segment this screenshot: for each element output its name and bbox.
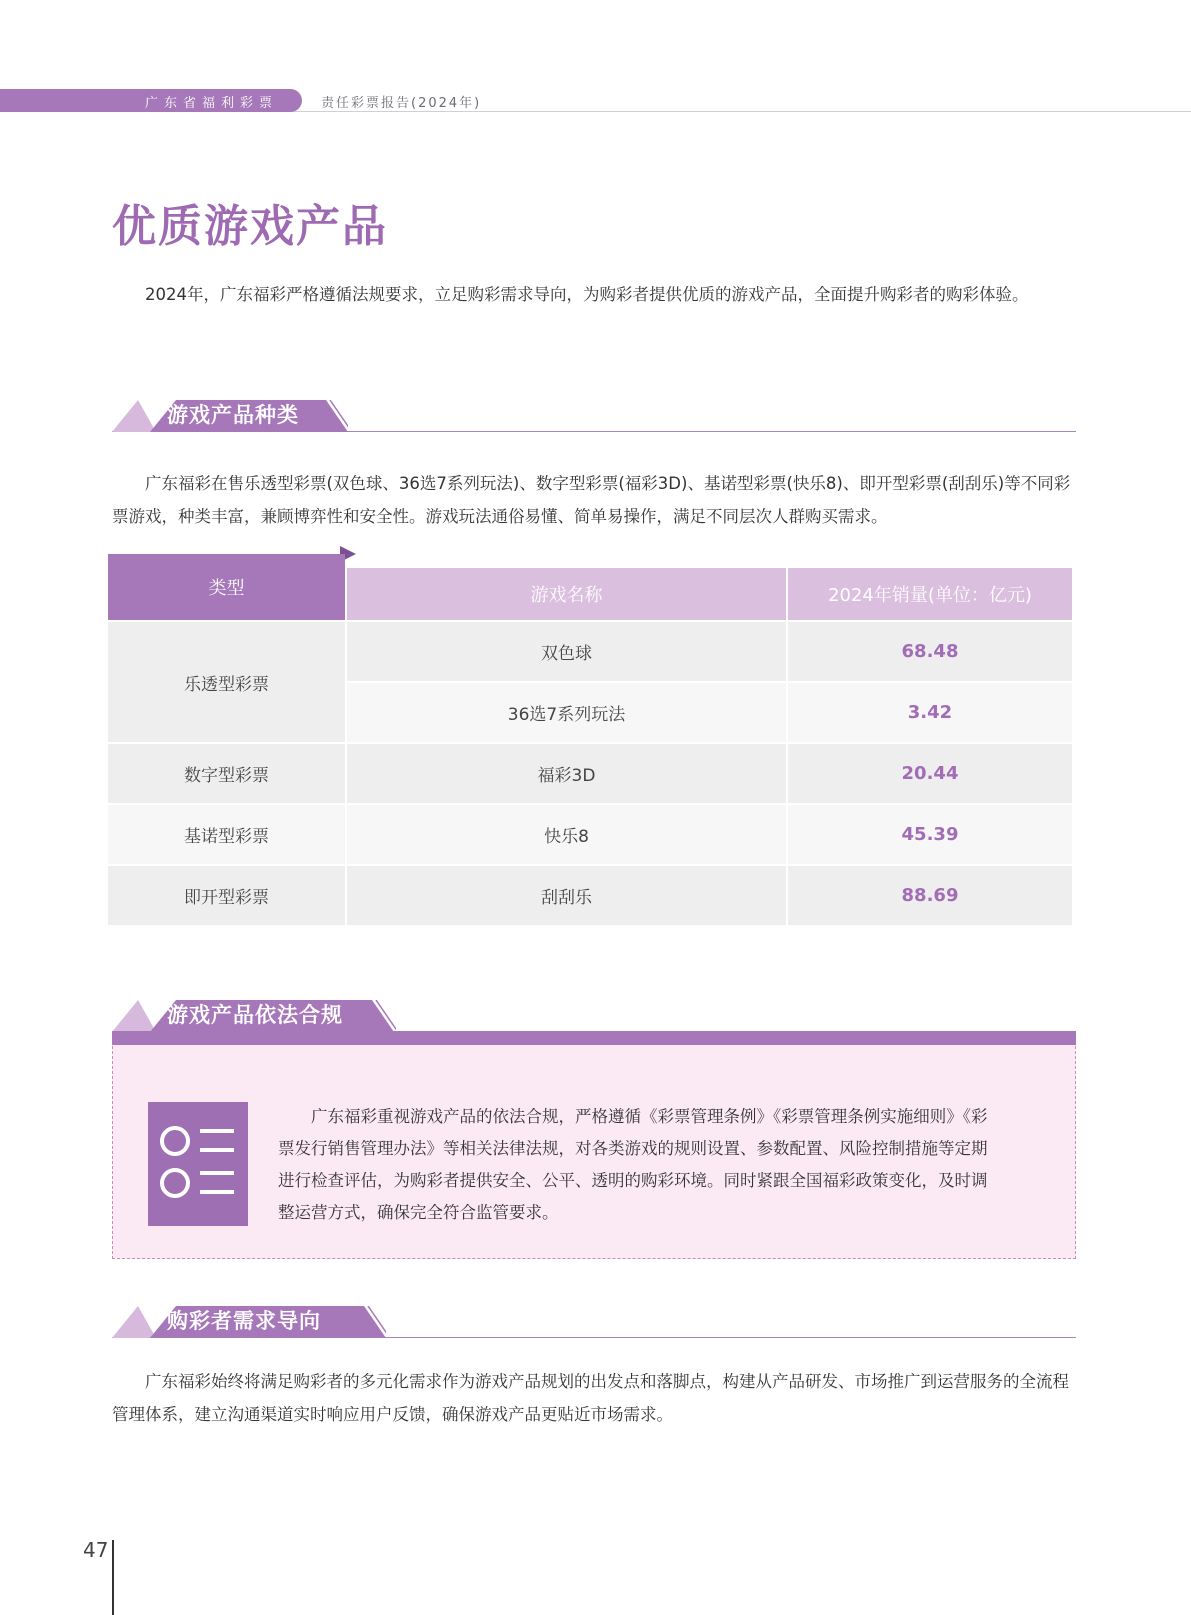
footer-rule <box>112 1540 114 1615</box>
table-cell-game: 双色球 <box>347 622 786 681</box>
table-cell-game: 36选7系列玩法 <box>347 683 786 742</box>
table-header-sales: 2024年销量(单位：亿元) <box>788 568 1072 620</box>
section-header-compliance <box>112 996 1076 1032</box>
section-header-demand <box>112 1302 1076 1338</box>
sales-table <box>108 554 1072 926</box>
table-cell-game: 福彩3D <box>347 744 786 803</box>
header-org-name: 广东省福利彩票 <box>145 96 279 111</box>
table-cell-sales: 20.44 <box>788 744 1072 803</box>
compliance-box-top-band <box>112 1031 1076 1045</box>
table-header-game: 游戏名称 <box>347 568 786 620</box>
page-title: 优质游戏产品 <box>112 201 388 252</box>
compliance-box <box>112 1036 1076 1259</box>
table-cell-type: 乐透型彩票 <box>108 622 345 742</box>
section-title: 游戏产品种类 <box>167 403 299 427</box>
table-cell-sales: 3.42 <box>788 683 1072 742</box>
section-title: 游戏产品依法合规 <box>167 1003 343 1027</box>
section-title: 购彩者需求导向 <box>167 1309 321 1333</box>
table-cell-sales: 88.69 <box>788 866 1072 925</box>
header-report-title: 责任彩票报告(2024年) <box>321 96 482 111</box>
compliance-paragraph: 广东福彩重视游戏产品的依法合规，严格遵循《彩票管理条例》《彩票管理条例实施细则》《彩票发行销售管理办法》等相关法律法规，对各类游戏的规则设置、参数配置、风险控制措施等定期进行检查评估，为购彩者提供安全、公平、透明的购彩环境。同时紧跟全国福彩政策变化，及时调整运营方式，确保完全符合监管要求。 <box>278 1107 988 1222</box>
table-cell-sales: 45.39 <box>788 805 1072 864</box>
intro-paragraph: 2024年，广东福彩严格遵循法规要求，立足购彩需求导向，为购彩者提供优质的游戏产品，全面提升购彩者的购彩体验。 <box>145 285 1029 304</box>
table-cell-sales: 68.48 <box>788 622 1072 681</box>
table-cell-game: 刮刮乐 <box>347 866 786 925</box>
section-paragraph-demand: 广东福彩始终将满足购彩者的多元化需求作为游戏产品规划的出发点和落脚点，构建从产品研发、市场推广到运营服务的全流程管理体系，建立沟通渠道实时响应用户反馈，确保游戏产品更贴近市场需求。 <box>112 1372 1069 1424</box>
table-header-type: 类型 <box>108 554 345 620</box>
list-icon <box>148 1102 248 1226</box>
table-cell-type: 即开型彩票 <box>108 866 345 925</box>
table-cell-type: 数字型彩票 <box>108 744 345 803</box>
table-cell-game: 快乐8 <box>347 805 786 864</box>
table-cell-type: 基诺型彩票 <box>108 805 345 864</box>
section-header-product-types <box>112 396 1076 432</box>
section-paragraph-product-types: 广东福彩在售乐透型彩票(双色球、36选7系列玩法)、数字型彩票(福彩3D)、基诺型彩票(快乐8)、即开型彩票(刮刮乐)等不同彩票游戏，种类丰富，兼顾博弈性和安全性。游戏玩法通俗易懂、简单易操作，满足不同层次人群购买需求。 <box>112 474 1071 526</box>
page-number: 47 <box>83 1538 109 1562</box>
